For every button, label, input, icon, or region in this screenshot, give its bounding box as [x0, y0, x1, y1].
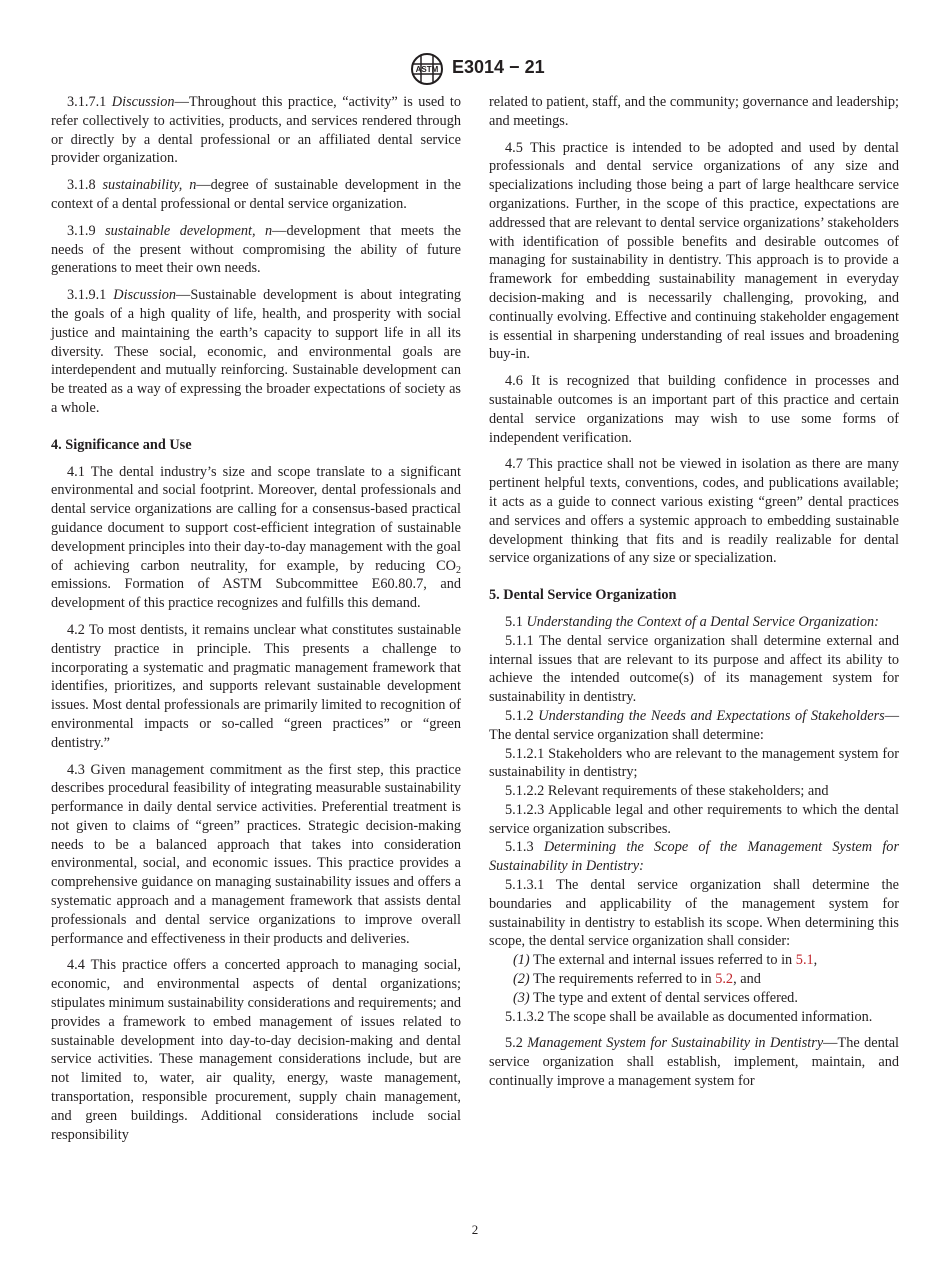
- paragraph-5-1-3-2: 5.1.3.2 The scope shall be available as documented information.: [505, 1008, 873, 1025]
- section-5-heading: 5. Dental Service Organization: [489, 587, 677, 604]
- right-column: [489, 93, 899, 1091]
- left-column: [51, 93, 461, 1144]
- paragraph-5-1-3: 5.1.3 Determining the Scope of the Management System for Sustainability in Dentistry:: [489, 839, 900, 875]
- paragraph-5-1-3-1: 5.1.3.1 The dental service organization shall determine the boundaries and applicability of the management system for sustainability in dentistry to establish its scope. When determining this scope, the dental service organization shall consider:: [489, 877, 899, 950]
- paragraph-5-1-2-2: 5.1.2.2 Relevant requirements of these stakeholders; and: [505, 783, 829, 800]
- astm-logo-icon: [408, 52, 446, 86]
- paragraph-4-4-continued: related to patient, staff, and the community; governance and leadership; and meetings.: [489, 94, 899, 129]
- paragraph-4-5: 4.5 This practice is intended to be adopted and used by dental professionals and dental service organizations of any size and specializations including those being a part of large healthcare service organizations. Further, in the scope of this practice, expectations are addressed that are relevant to dental service organizations’ stakeholders with identification of possible benefits and desirable outcomes of managing for sustainability in dentistry. This approach is to provide a framework for embedding sustainability management in everyday decision-making and is necessarily challenging, provoking, and continually evolving. Effective and continuing stakeholder engagement is essential in sharpening understanding of real issues and broadening buy-in.: [489, 139, 899, 363]
- paragraph-5-1-2-1: 5.1.2.1 Stakeholders who are relevant to the management system for sustainability in dentistry;: [489, 745, 899, 781]
- paragraph-3-1-9-1: 3.1.9.1 Discussion—Sustainable development is about integrating the goals of a high quality of life, health, and prosperity with social justice and maintaining the earth’s capacity to support life in all its diversity. These social, economic, and environmental goals are interdependent and mutually reinforcing. Sustainable development can be treated as a way of expressing the broader expectations of society as a whole.: [51, 287, 461, 416]
- paragraph-4-2: 4.2 To most dentists, it remains unclear what constitutes sustainable dentistry practice in principle. This presents a challenge to incorporating a systematic and pragmatic management framework that identifies, prioritizes, and supports relevant sustainable development issues. Most dental professionals are primarily limited to recognition of environmental impacts or so-called “green practices” or “green dentistry.”: [51, 621, 461, 751]
- paragraph-5-1-1: 5.1.1 The dental service organization shall determine external and internal issues that are relevant to its purpose and affect its ability to achieve the intended outcome(s) of its management system for sustainability in dentistry.: [489, 632, 899, 706]
- svg-text:ASTM: ASTM: [415, 65, 439, 74]
- section-link-5-1[interactable]: 5.1: [795, 952, 814, 969]
- paragraph-5-1: 5.1 Understanding the Context of a Dental Service Organization:: [505, 613, 879, 630]
- list-item: (2) The requirements referred to in 5.2, and: [513, 971, 761, 988]
- paragraph-4-1: 4.1 The dental industry’s size and scope translate to a significant environmental and social footprint. Moreover, dental professionals and dental service organizations are calling for a consensus-based practical guidance document to support cost-efficient integration of sustainable development principles into their day-to-day management with the goal of achieving carbon neutrality, for example, by reducing $CO_2$ emissions. Formation of ASTM Subcommittee E60.80.7, and development of this practice recognizes and fulfills this demand.: [51, 463, 461, 612]
- paragraph-3-1-8: 3.1.8 sustainability, n—degree of sustainable development in the context of a dental professional or dental service organization.: [51, 177, 462, 212]
- list-item: (3) The type and extent of dental services offered.: [513, 989, 798, 1006]
- paragraph-4-7: 4.7 This practice shall not be viewed in isolation as there are many pertinent helpful texts, conventions, codes, and publications available; it acts as a guide to connect various existing “green” dental practices and services and offers a systemic approach to embedding sustainable development thinking that fits and is readily realizable for dental service organizations of any size or specialization.: [489, 456, 899, 567]
- page-header: [0, 52, 950, 86]
- section-4-heading: 4. Significance and Use: [51, 436, 192, 453]
- paragraph-3-1-9: 3.1.9 sustainable development, n—development that meets the needs of the present without compromising the ability of future generations to meet their own needs.: [51, 222, 461, 277]
- document-id: E3014 − 21: [452, 57, 545, 77]
- paragraph-5-1-2-3: 5.1.2.3 Applicable legal and other requirements to which the dental service organization subscribes.: [489, 801, 899, 837]
- page-number: 2: [471, 1222, 479, 1237]
- list-item: (1) The external and internal issues referred to in 5.1,: [513, 952, 818, 969]
- paragraph-3-1-7-1: 3.1.7.1 Discussion—Throughout this practice, “activity” is used to refer collectively to activities, products, and services rendered through or directly by a dental professional or an affiliated dental service provider organization.: [51, 94, 461, 167]
- section-link-5-2[interactable]: 5.2: [715, 971, 734, 988]
- paragraph-4-4: 4.4 This practice offers a concerted approach to managing social, economic, and environmental aspects of dental organizations; stipulates minimum sustainability considerations and requirements; and provides a framework to embed management of issues related to sustainable development into day-to-day decision-making and dental service activities. These management considerations include, but are not limited to, water, air quality, energy, waste management, transportation, responsible procurement, supply chain management, and green buildings. Additional considerations include social responsibility: [51, 957, 461, 1143]
- paragraph-4-3: 4.3 Given management commitment as the first step, this practice describes procedural feasibility of integrating measurable sustainability performance in daily dental service activities. Preferential treatment is not given to claims of “green” practices. Strategic decision-making needs to be a balanced approach that takes into consideration environmental, social, and economic issues. This practice provides a comprehensive guidance on managing sustainability issues and offers a systematic approach and a management framework that assists dental professionals and dental service organizations to improve overall performance and effectiveness in their products and deliveries.: [51, 761, 461, 947]
- paragraph-5-2: 5.2 Management System for Sustainability in Dentistry—The dental service organization shall establish, implement, maintain, and continually improve a management system for: [489, 1035, 900, 1090]
- paragraph-5-1-2: 5.1.2 Understanding the Needs and Expectations of Stakeholders—The dental service organization shall determine:: [489, 707, 899, 743]
- paragraph-4-6: 4.6 It is recognized that building confidence in processes and sustainable outcomes is an important part of this practice and certain dental service organizations may wish to use some forms of independent verification.: [489, 373, 899, 446]
